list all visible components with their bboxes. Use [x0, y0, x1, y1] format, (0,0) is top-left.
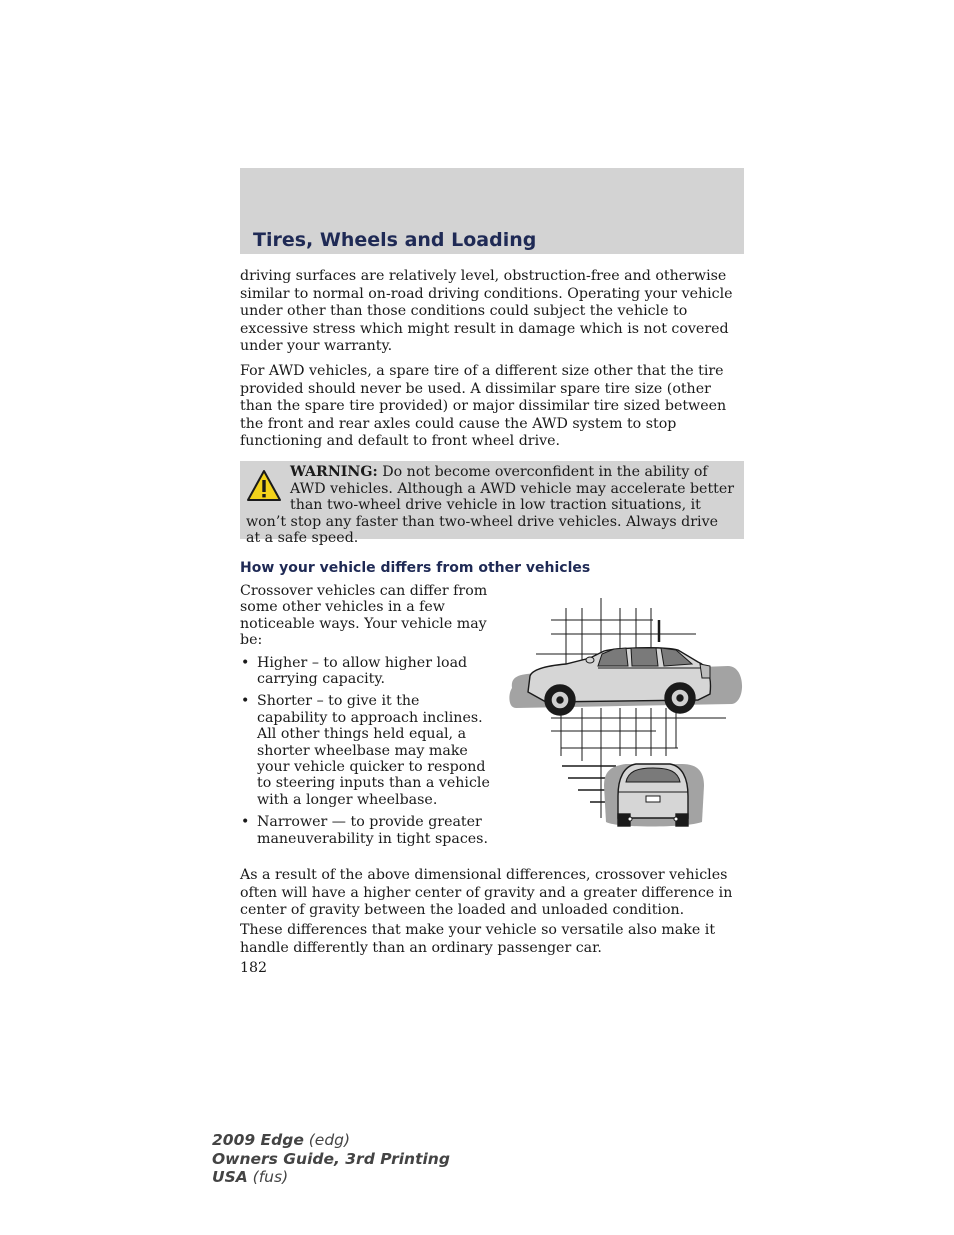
- bullet: •: [241, 693, 250, 710]
- bullet: •: [241, 814, 250, 831]
- car-rear-view: [618, 764, 688, 826]
- footer-line-3: USA (fus): [212, 1168, 289, 1186]
- warning-text: Do not become overconfident in the ability of AWD vehicles. Although a AWD vehicle may accelerate better than two-wheel drive vehicle in low traction situations, it won’t stop any faster than two-wheel drive vehicles. Always drive at a safe speed.: [246, 464, 735, 547]
- section-header: [240, 168, 744, 254]
- bullet: •: [241, 654, 250, 671]
- footer: [212, 1131, 450, 1187]
- list-item: • Higher – to allow higher load carrying capacity.: [241, 654, 468, 688]
- vehicle-dimension-illustration: [506, 596, 746, 832]
- paragraph-2: For AWD vehicles, a spare tire of a different size other that the tire provided should never be used. A dissimilar spare tire size (other than the spare tire provided) or major dissimilar tire sized between the front and rear axles could cause the AWD system to stop functioning and default to front wheel drive.: [240, 363, 727, 450]
- warning-triangle-icon: [246, 468, 282, 504]
- paragraph-3: As a result of the above dimensional differences, crossover vehicles often will have a higher center of gravity and a greater difference in center of gravity between the loaded and unloaded condition.: [240, 867, 733, 919]
- section-intro: Crossover vehicles can differ from some other vehicles in a few noticeable ways. Your vehicle may be:: [240, 583, 488, 649]
- paragraph-4: These differences that make your vehicle so versatile also make it handle differently than an ordinary passenger car.: [240, 922, 716, 956]
- section-heading: How your vehicle differs from other vehicles: [240, 560, 591, 576]
- differences-list: [240, 655, 492, 847]
- page-title: Tires, Wheels and Loading: [253, 229, 537, 251]
- page-number: 182: [240, 960, 268, 976]
- list-item: • Shorter – to give it the capability to approach inclines. All other things held equal, a shorter wheelbase may make your vehicle quicker to respond to steering inputs than a vehicle with a longer wheelbase.: [241, 693, 490, 808]
- list-item: • Narrower — to provide greater maneuverability in tight spaces.: [241, 814, 488, 847]
- paragraph-1: driving surfaces are relatively level, obstruction-free and otherwise similar to normal on-road driving conditions. Operating your vehicle under other than those conditions could subject the vehicle to excessive stress which might result in damage which is not covered under your warranty.: [240, 268, 733, 355]
- warning-box: [240, 461, 744, 547]
- warning-label: WARNING:: [290, 464, 378, 480]
- differences-column: [240, 583, 492, 853]
- footer-line-2: Owners Guide, 3rd Printing: [212, 1149, 450, 1168]
- footer-line-1: 2009 Edge (edg): [212, 1131, 351, 1149]
